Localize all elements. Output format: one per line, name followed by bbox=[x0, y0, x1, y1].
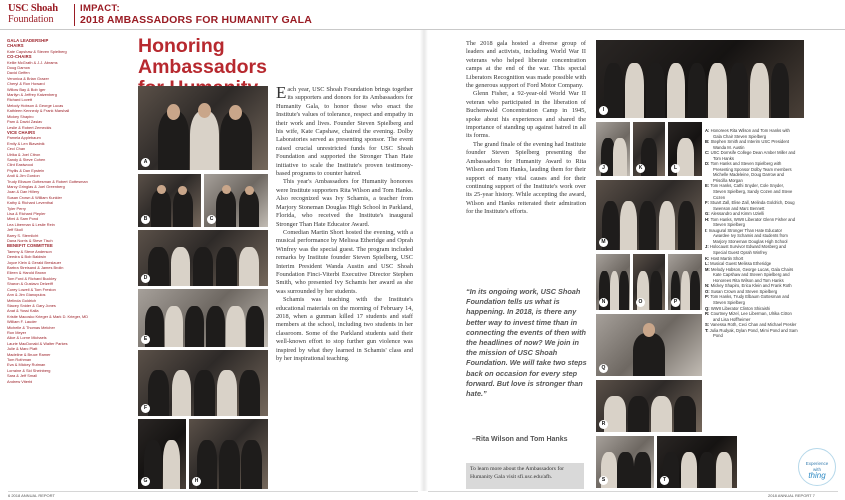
sidebar-name: Kathy & Richard Leventhal bbox=[7, 200, 54, 206]
sidebar-name: Susan Crown & William Kunkler bbox=[7, 194, 62, 200]
sidebar-name: Michelle & Thomas Melcher bbox=[7, 324, 55, 330]
sidebar-name: Anat & Yossi Kalla bbox=[7, 308, 39, 314]
sidebar-name: Andrew Viterbi bbox=[7, 378, 33, 384]
header-title: 2018 AMBASSADORS FOR HUMANITY GALA bbox=[80, 14, 312, 26]
caption-item bbox=[705, 139, 798, 150]
photo-label: D bbox=[141, 274, 150, 283]
sidebar-name: David Geffen bbox=[7, 70, 30, 76]
caption-letter: A: bbox=[705, 128, 711, 133]
photo-h bbox=[189, 419, 268, 489]
article-column-2 bbox=[466, 40, 586, 217]
caption-text: Julia Rudyak, Dylan Pond, Mimi Pond and Sam Pond bbox=[709, 327, 798, 339]
sidebar-name: Cheryl & Ron Howard bbox=[7, 81, 45, 87]
photo-label: I bbox=[599, 106, 608, 115]
caption-item bbox=[705, 228, 798, 245]
photo-captions bbox=[705, 128, 798, 339]
photo-d bbox=[138, 230, 268, 286]
sidebar-name: Barry S. Sternlicht bbox=[7, 232, 39, 238]
photo-n bbox=[596, 254, 630, 310]
photo-b bbox=[138, 174, 201, 227]
photo-label: F bbox=[141, 404, 150, 413]
sidebar-name: Marilyn & Jeffrey Katzenberg bbox=[7, 92, 57, 98]
caption-letter: M: bbox=[705, 266, 712, 272]
caption-text: Alessandro and Kimm Uzielli bbox=[710, 211, 765, 217]
sidebar-name: Melody Hobson & George Lucas bbox=[7, 102, 64, 108]
caption-text: USC Dornsife College Dean Amber Miller and Tom Hanks bbox=[710, 150, 796, 161]
sidebar-name: Ceci Chan bbox=[7, 146, 26, 152]
logo-line-1: USC Shoah bbox=[8, 3, 58, 14]
sidebar-name: Madeline & Bruce Ramer bbox=[7, 351, 51, 357]
sidebar-name: Barbra Streisand & James Brolin bbox=[7, 265, 64, 271]
sidebar-name: Julie & Marc Platt bbox=[7, 346, 38, 352]
photo-label: T bbox=[660, 476, 669, 485]
photo-o bbox=[633, 254, 665, 310]
caption-letter: Q: bbox=[705, 305, 711, 311]
sidebar-groups bbox=[7, 43, 127, 384]
photo-label: A bbox=[141, 158, 150, 167]
sidebar-name: Joyce Klein & Gerald Breslauer bbox=[7, 259, 62, 265]
sidebar-name: Phyllis & Dan Epstein bbox=[7, 167, 45, 173]
drop-cap: E bbox=[276, 83, 287, 102]
caption-item bbox=[705, 183, 798, 200]
photo-k bbox=[633, 122, 665, 176]
pull-quote: “In its ongoing work, USC Shoah Foundation tells us what is happening. In 2018, is there any better way to invest time than in connecting the events of then with the headlines of now? We join in the mission of USC Shoah Foundation. We will take two steps back on occasion for every step forward. But love is stronger than hate.” bbox=[466, 287, 587, 399]
sidebar-name: Tammy & Steve Anderson bbox=[7, 248, 52, 254]
photo-label: P bbox=[671, 298, 680, 307]
caption-letter: C: bbox=[705, 150, 711, 156]
photo-g bbox=[138, 419, 186, 489]
badge-line-2: with bbox=[812, 467, 821, 472]
sidebar-name: Eileen & Harold Brown bbox=[7, 270, 47, 276]
caption-letter: H: bbox=[705, 216, 711, 222]
caption-item bbox=[705, 328, 798, 339]
sidebar-name: Doug Darrow bbox=[7, 65, 30, 71]
sidebar-group-title: VICE CHAIRS bbox=[7, 129, 36, 135]
caption-letter: P: bbox=[705, 294, 711, 300]
photo-s bbox=[596, 436, 654, 488]
article-column-1 bbox=[276, 83, 413, 363]
article-paragraph: This year's Ambassadors for Humanity honorees were Institute supporters Rita Wilson and Tom Hanks. Also recognized was Ivy Schamis, a teacher from Marjory Stoneman Douglas High School in Parkland, Florida, who received the Institute's inaugural Stronger Than Hate Educator Award. bbox=[276, 178, 413, 228]
sidebar-name: Melinda Goldrich bbox=[7, 297, 37, 303]
usc-shoah-foundation-logo bbox=[8, 3, 60, 27]
sidebar-name: Ulrika & Joel Citron bbox=[7, 151, 41, 157]
photo-label: N bbox=[599, 298, 608, 307]
sidebar-name: Kathleen Kennedy & Frank Marshall bbox=[7, 108, 70, 114]
photo-i bbox=[596, 40, 804, 118]
caption-item bbox=[705, 217, 798, 228]
caption-text: Inaugural Stronger Than Hate Educator Awardee Ivy Schamis and students from Marjory Stoneman Douglas High School bbox=[708, 227, 788, 244]
sidebar-name: Alice & Lorne Michaels bbox=[7, 335, 47, 341]
photo-label: H bbox=[192, 477, 201, 486]
caption-text: Vanessa Roth, Ceci Chan and Michael Presler bbox=[710, 322, 797, 328]
photo-a bbox=[138, 86, 268, 170]
caption-text: Susan Crown and Steven Spielberg bbox=[710, 288, 778, 294]
sidebar-heading: GALA LEADERSHIP bbox=[7, 38, 49, 43]
caption-text: Stuart Zall, Elise Zall, Melinda Goldrich, Doug Swenson and Marc Bennett bbox=[710, 200, 795, 211]
sidebar-name: Ann & Jim Gianopulos bbox=[7, 292, 46, 298]
caption-letter: K: bbox=[705, 255, 711, 261]
gala-leadership-sidebar bbox=[7, 38, 127, 384]
sidebar-name: Clint Eastwood bbox=[7, 162, 33, 168]
sidebar-name: Sharon & Gustavo Delzeiff bbox=[7, 281, 53, 287]
photo-e bbox=[138, 289, 268, 347]
photo-label: Q bbox=[599, 364, 608, 373]
photo-label: M bbox=[599, 238, 608, 247]
article-paragraph: Glenn Fisher, a 92-year-old World War II veteran who participated in the liberation of Buchenwald Concentration Camp in 1945, spoke about his experiences and shared the importance of standing up against hatred in all its forms. bbox=[466, 90, 586, 140]
caption-letter: I: bbox=[705, 227, 709, 233]
sidebar-name: Mimi & Sam Pond bbox=[7, 216, 39, 222]
sidebar-name: Lea Liberman & Leslie Rein bbox=[7, 221, 55, 227]
photo-label: J bbox=[599, 164, 608, 173]
photo-m bbox=[596, 180, 702, 250]
experience-badge bbox=[798, 448, 836, 486]
caption-text: Courtney Mizel, Lee Liberman, Ulrika Citron and Lisa Hoffheimer bbox=[710, 311, 792, 322]
caption-letter: S: bbox=[705, 322, 711, 328]
sidebar-name: Leslie & Robert Zemeckis bbox=[7, 124, 52, 130]
caption-text: Melody Hobson, George Lucas, Gala Chairs Kate Capshaw and Steven Spielberg and Honorees Rita Wilson and Tom Hanks bbox=[711, 266, 794, 283]
caption-text: Host Martin Short bbox=[710, 255, 744, 261]
caption-letter: D: bbox=[705, 161, 711, 167]
sidebar-name: Sara & Jeff Small bbox=[7, 373, 37, 379]
sidebar-name: Corey Lowell & Tom Freston bbox=[7, 286, 56, 292]
article-paragraph: Each year, USC Shoah Foundation brings together its supporters and donors for its Ambassadors for Humanity Gala, to honor those who enact the Institute's values of tolerance, respect and empathy in their work and lives. Founder Steven Spielberg and his wife, Kate Capshaw, chaired the evening. Dolby Laboratories served as presenting sponsor. The event raised crucial unrestricted funds for USC Shoah Foundation and supported the Stronger Than Hate initiative to scale the Institute's proven testimony-based programs to counter hatred. bbox=[276, 83, 413, 178]
caption-letter: E: bbox=[705, 183, 711, 189]
logo-divider bbox=[74, 4, 75, 26]
sidebar-name: Richard Lovett bbox=[7, 97, 33, 103]
photo-p bbox=[668, 254, 702, 310]
sidebar-name: Andi & Jim Gordon bbox=[7, 173, 40, 179]
caption-item bbox=[705, 150, 798, 161]
caption-letter: G: bbox=[705, 211, 711, 217]
sidebar-name: Joan & Dan Hillery bbox=[7, 189, 40, 195]
photo-label: G bbox=[141, 477, 150, 486]
caption-item bbox=[705, 200, 798, 211]
sidebar-name: Kristie Macosko Krieger & Mark D. Krieger, MD bbox=[7, 313, 89, 319]
sidebar-group-title: CHAIRS bbox=[7, 43, 24, 49]
caption-text: Honorees Rita Wilson and Tom Hanks with Gala Chair Steven Spielberg bbox=[710, 128, 790, 139]
learn-more-box: To learn more about the Ambassadors for Humanity Gala visit sfi.usc.edu/afh. bbox=[466, 463, 584, 489]
article-paragraph: The grand finale of the evening had Institute founder Steven Spielberg presenting the Ambassadors for Humanity Award to Rita Wilson and Tom Hanks, lauding them for their support of many vital causes and for their continuing support of the Institute's work over its 25-year history. While accepting the award, Wilson and Hanks reiterated their admiration for the Institute's efforts. bbox=[466, 140, 586, 216]
caption-text: WWII Liberator Clinton Shiraishi bbox=[710, 305, 771, 311]
caption-letter: O: bbox=[705, 288, 711, 294]
sidebar-name: Ron Meyer bbox=[7, 329, 27, 335]
sidebar-name: Eva & Mickey Rutman bbox=[7, 362, 46, 368]
sidebar-name: Pam & David Zaslav bbox=[7, 119, 43, 125]
caption-text: Tom Hanks, WWII Liberator Glenn Fisher and Steven Spielberg bbox=[710, 216, 796, 228]
sidebar-name: Trudy Elbaum Gottesman & Robert Gottesman bbox=[7, 178, 88, 184]
sidebar-name: Kellie McGrath & J.J. Abrams bbox=[7, 59, 58, 65]
photo-label: B bbox=[141, 215, 150, 224]
article-headline: Honoring Ambassadors bbox=[138, 35, 267, 78]
photo-label: C bbox=[207, 215, 216, 224]
footer-rule-right bbox=[428, 491, 838, 492]
caption-item bbox=[705, 267, 798, 284]
photo-l bbox=[668, 122, 702, 176]
caption-item bbox=[705, 161, 798, 183]
photo-label: L bbox=[671, 164, 680, 173]
caption-letter: F: bbox=[705, 200, 711, 206]
caption-text: Tom Hanks, Trudy Elbaum Gottesman and Steven Spielberg bbox=[710, 294, 790, 305]
sidebar-name: Marcy Gringlas & Joel Greenberg bbox=[7, 183, 65, 189]
photo-q bbox=[596, 314, 702, 376]
sidebar-name: Emily & Len Blavatnik bbox=[7, 140, 45, 146]
caption-letter: J: bbox=[705, 244, 710, 250]
photo-j bbox=[596, 122, 630, 176]
caption-letter: B: bbox=[705, 139, 711, 145]
photo-f bbox=[138, 350, 268, 416]
sidebar-name: Tom Rothman bbox=[7, 356, 32, 362]
caption-item bbox=[705, 294, 798, 305]
article-paragraph: Schamis was teaching with the Institute's educational materials on the morning of February 14, 2018, when a gunman killed 17 students and staff members at the school, including two students in her classroom. Some of the Parkland students said their well-known effort to stop further gun violence was inspired by what they learned in Schamis' class and by her inspirational teaching. bbox=[276, 296, 413, 362]
caption-item bbox=[705, 128, 798, 139]
sidebar-name: Sandy & Steve Cohen bbox=[7, 156, 46, 162]
photo-c bbox=[204, 174, 268, 227]
sidebar-name: Stacey Snider & Gary Jones bbox=[7, 302, 56, 308]
caption-text: Holocaust Survivor Edward Mosberg and Special Guest Oprah Winfrey bbox=[709, 244, 786, 256]
sidebar-name: William F. Lauder bbox=[7, 319, 37, 325]
badge-line-3: thing bbox=[808, 471, 826, 480]
header-impact-label: IMPACT: bbox=[80, 3, 120, 14]
caption-letter: R: bbox=[705, 311, 711, 317]
caption-text: Mickey Shapiro, Erica Klein and Frank Roth bbox=[710, 283, 792, 289]
sidebar-name: Tom Ford & Richard Buckley bbox=[7, 275, 57, 281]
sidebar-name: Deedra & Bob Baldwin bbox=[7, 254, 47, 260]
caption-text: Tom Hanks and Steven Spielberg with Presenting Sponsor Dolby Team members Michelle Madeleine, Doug Darrow and Priscilla Morgan bbox=[710, 161, 792, 183]
caption-letter: N: bbox=[705, 283, 711, 289]
badge-line-1: Experience bbox=[805, 461, 829, 466]
footer-left: 6 2018 ANNUAL REPORT bbox=[8, 493, 55, 498]
photo-label: E bbox=[141, 335, 150, 344]
sidebar-name: Kate Capshaw & Steven Spielberg bbox=[7, 48, 67, 54]
photo-label: K bbox=[636, 164, 645, 173]
sidebar-name: Lisa & Richard Plepler bbox=[7, 211, 46, 216]
sidebar-group-title: BENEFIT COMMITTEE bbox=[7, 243, 53, 249]
page-gutter bbox=[420, 30, 428, 491]
sidebar-group-title: CO-CHAIRS bbox=[7, 54, 32, 60]
photo-label: O bbox=[636, 298, 645, 307]
footer-right: 2018 ANNUAL REPORT 7 bbox=[768, 493, 815, 498]
sidebar-name: Pamela Applebaum bbox=[7, 135, 41, 141]
footer-rule-left bbox=[8, 491, 418, 492]
sidebar-name: Lorraine & Sid Sheinberg bbox=[7, 367, 51, 373]
photo-t bbox=[657, 436, 737, 488]
photo-label: R bbox=[599, 420, 608, 429]
caption-text: Musical Guest Melissa Etheridge bbox=[710, 261, 772, 267]
caption-letter: T: bbox=[705, 327, 710, 333]
caption-item bbox=[705, 244, 798, 255]
sidebar-name: Dana Norris & Steve Tisch bbox=[7, 238, 53, 244]
sidebar-name: Tyler Perry bbox=[7, 205, 26, 211]
sidebar-name: Jeff Skoll bbox=[7, 227, 23, 233]
caption-text: Stephen Smith and Interim USC President Wanda M. Austin bbox=[710, 139, 790, 150]
article-paragraph: Comedian Martin Short hosted the evening, with a musical performance by Melissa Etheridge and Oprah Winfrey was the special guest. The program included remarks by Institute founder Steven Spielberg, USC Interim President Wanda Austin and USC Shoah Foundation Finci-Viterbi Executive Director Stephen Smith, who presented Ivy Schamis her award as she was surrounded by her students. bbox=[276, 228, 413, 295]
photo-r bbox=[596, 380, 702, 432]
sidebar-name: Willow Bay & Bob Iger bbox=[7, 86, 46, 92]
caption-letter: L: bbox=[705, 261, 711, 267]
caption-text: Tom Hanks, Cathi Snyder, Cole Snyder, Steven Spielberg, Sandy Cozen and Steve Cozen bbox=[710, 183, 793, 200]
photo-label: S bbox=[599, 476, 608, 485]
logo-line-2: Foundation bbox=[8, 14, 54, 25]
pull-quote-attribution: –Rita Wilson and Tom Hanks bbox=[472, 436, 568, 443]
caption-item bbox=[705, 311, 798, 322]
sidebar-name: Veronica & Brian Grazer bbox=[7, 75, 49, 81]
sidebar-name: Mickey Shapiro bbox=[7, 113, 34, 119]
article-paragraph: The 2018 gala hosted a diverse group of leaders and activists, including World War II veterans who helped liberate concentration camps at the end of the war. This special Liberators Recognition was made possible with the generous support of Ford Motor Company. bbox=[466, 40, 586, 90]
sidebar-name: Laurie MacDonald & Walter Parkes bbox=[7, 340, 68, 346]
